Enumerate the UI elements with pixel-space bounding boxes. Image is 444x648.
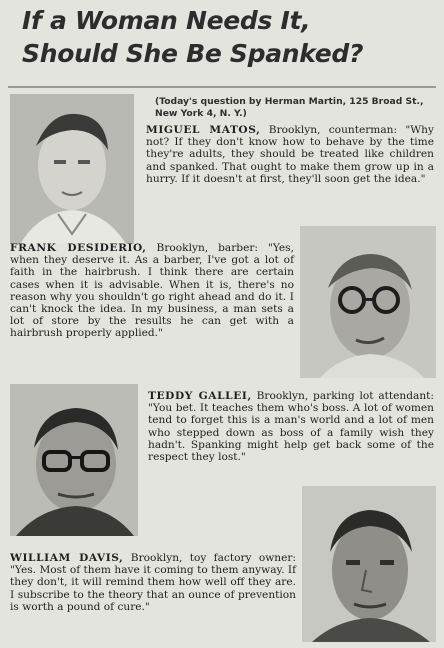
headline-line-2: Should She Be Spanked? xyxy=(22,39,364,68)
photo-frank-desiderio xyxy=(300,226,436,378)
respondent-answer: Brooklyn, parking lot attendant: "You bet. It teaches them who's boss. A lot of women tend to forget this is a man's world and a lot of men who stepped down as boss of a family wish they hadn't. Spanking might help get back some of the respect they lost." xyxy=(148,390,434,464)
entry-william-davis xyxy=(10,552,296,613)
respondent-answer: Brooklyn, toy factory owner: "Yes. Most of them have it coming to them anyway. If they don't, it will remind them how well off they are. I subscribe to the theory that an ounce of prevention is worth a pound of cure." xyxy=(10,552,296,613)
entry-teddy-gallei xyxy=(148,390,434,463)
photo-miguel-matos xyxy=(10,94,134,244)
respondent-name: FRANK DESIDERIO, xyxy=(10,242,147,254)
photo-teddy-gallei xyxy=(10,384,138,536)
photo-william-davis xyxy=(302,486,436,642)
respondent-answer: Brooklyn, counterman: "Why not? If they don't know how to behave by the time they're adults, they should be treated like children and spanked. That ought to make them grow up in a hurry. If it doesn't at first, they'll soon get the idea." xyxy=(146,124,434,185)
respondent-name: TEDDY GALLEI, xyxy=(148,390,252,402)
respondent-name: WILLIAM DAVIS, xyxy=(10,552,124,564)
respondent-name: MIGUEL MATOS, xyxy=(146,124,261,136)
headline-line-1: If a Woman Needs It, xyxy=(22,6,311,35)
entry-frank-desiderio xyxy=(10,242,294,340)
respondent-answer: Brooklyn, barber: "Yes, when they deserve it. As a barber, I've got a lot of faith in the hairbrush. I think there are certain cases when it is advisable. When it is, there's no reason why you shouldn't go right ahead and do it. I can't knock the idea. In my business, a man sets a lot of store by the results he can get with a hairbrush properly applied." xyxy=(10,242,294,340)
question-credit: (Today's question by Herman Martin, 125 Broad St., New York 4, N. Y.) xyxy=(155,96,424,119)
entry-miguel-matos xyxy=(146,124,434,185)
headline-rule xyxy=(8,86,436,88)
headline xyxy=(22,4,432,70)
